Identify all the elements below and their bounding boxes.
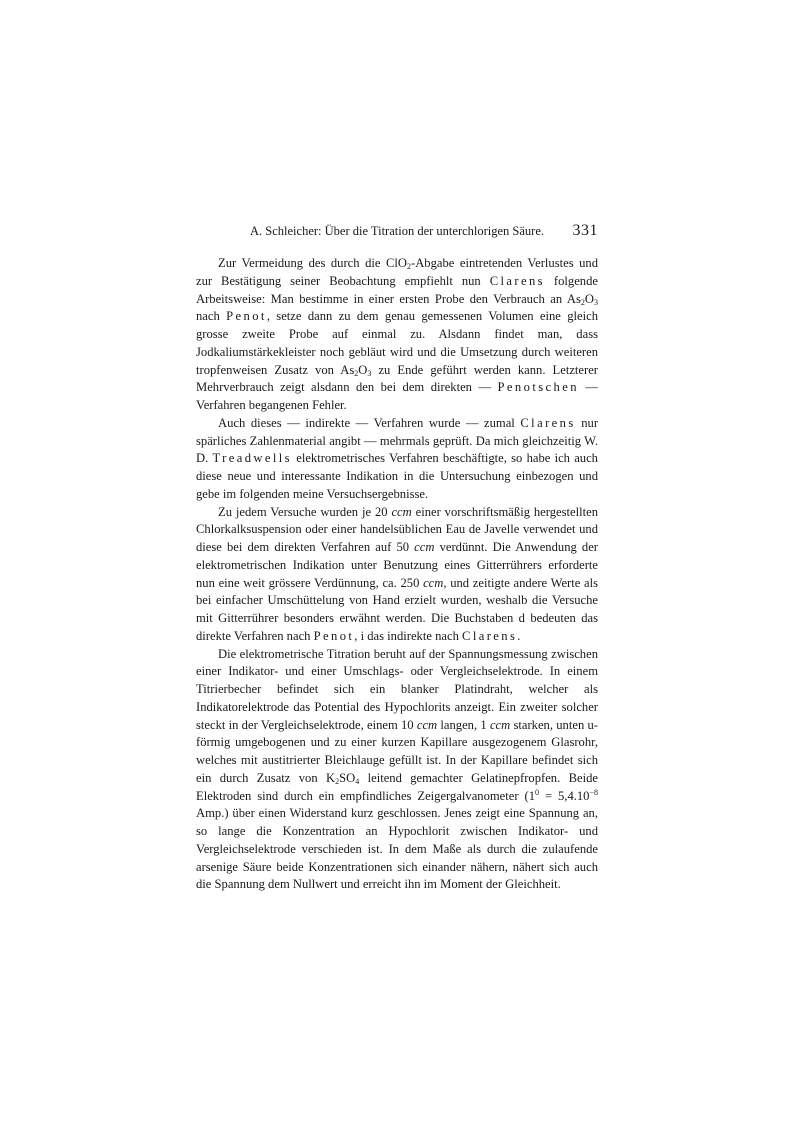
text-run: SO (339, 770, 356, 785)
text-run: elektrometrisches Verfahren beschäftigte, so habe ich auch diese neue und interessante Indikation in die Untersuchung einbezogen und gebe im folgenden meine Versuchsergebnisse. (196, 451, 598, 501)
text-run: folgende Arbeitsweise: Man bestimme in einer ersten Probe den Verbrauch an As (196, 273, 598, 306)
text-run: starken, unten u-förmig umgebogenen und zu einer kurzen Kapillare ausgezogenem Glasrohr, welches mit austitrierter Bleichlauge gefüllt ist. In der Kapillare befindet sich ein durch Zusatz von K (196, 717, 598, 785)
text-run: , setze dann zu dem genau gemessenen Volumen eine gleich grosse zweite Probe auf einmal zu. Alsdann findet man, dass Jodkaliumstärkekleister noch gebläut wird und die Umsetzung durch weiteren tropfenweisen Zusatz von As (196, 309, 598, 377)
text-run: , i das indirekte nach (354, 628, 463, 643)
page-number: 331 (572, 222, 598, 239)
unit: ccm (414, 540, 435, 554)
author-name: Clarens (462, 628, 518, 643)
text-run: O (358, 362, 368, 377)
unit: ccm (416, 717, 438, 732)
running-header (250, 222, 598, 240)
text-run: leitend gemachter Gelatinepfropfen. Beide Elektroden sind durch ein empfindliches Zeigergalvanometer (1 (196, 770, 598, 803)
text-run: Zu jedem Versuche wurden je 20 (218, 504, 392, 519)
text-run: Die elektrometrische Titration beruht auf der Spannungsmessung zwischen einer Indikator- und einer Umschlags- oder Vergleichselektrode. In einem Titrierbecher befindet sich ein blanker Platindraht, welcher als Indikatorelektrode das Potential des Hypochlorits anzeigt. Ein zweiter solcher steckt in der Vergleichselektrode, einem 10 (196, 646, 598, 732)
paragraph-1 (196, 255, 598, 415)
superscript: −8 (589, 787, 598, 797)
subscript: 4 (355, 776, 360, 786)
unit: ccm (423, 575, 444, 590)
body-text (196, 255, 598, 894)
text-run: zu Ende geführt werden kann. Letzterer Mehrverbrauch zeigt alsdann den bei dem direkten — (196, 362, 598, 395)
author-name: Clarens (520, 415, 576, 430)
paragraph-4 (196, 646, 598, 895)
text-run: langen, 1 (437, 717, 490, 732)
text-run: -Abgabe eintretenden Verlustes und zur Bestätigung seiner Beobachtung empfiehlt nun (196, 256, 599, 288)
text-run: — Verfahren begangenen Fehler. (196, 380, 598, 412)
subscript: 2 (580, 297, 585, 307)
unit: ccm (489, 717, 511, 732)
text-run: nach (196, 309, 227, 324)
subscript: 3 (594, 297, 598, 307)
text-run: nur spärliches Zahlenmaterial angibt — mehrmals geprüft. Da mich gleichzeitig W. D. (196, 415, 599, 466)
subscript: 2 (335, 776, 340, 786)
subscript: 2 (354, 368, 359, 378)
paragraph-2 (196, 415, 598, 504)
author-name: Clarens (489, 273, 545, 288)
text-run: einer vorschriftsmäßig hergestellten Chlorkalksuspension oder einer handelsüblichen Eau de Javelle verwendet und diese bei dem direkten Verfahren auf 50 (196, 504, 598, 554)
text-run: . (517, 628, 521, 643)
text-run: = 5,4.10 (539, 788, 590, 803)
text-run: verdünnt. Die Anwendung der elektrometrischen Indikation unter Benutzung eines Gitterrührers erforderte nun eine weit grössere Verdünnung, ca. 250 (196, 540, 598, 590)
unit: ccm (391, 504, 412, 519)
text-run: , und zeitigte andere Werte als bei einfacher Umschüttelung von Hand erzielt wurden, weshalb die Versuche mit Gitterrührer besonders erwähnt werden. Die Buchstaben d bedeuten das direkte Verfahren nach (196, 575, 598, 643)
superscript: 0 (535, 787, 539, 797)
text-run: Zur Vermeidung des durch die ClO (218, 256, 407, 270)
subscript: 3 (367, 368, 372, 378)
text-run: Amp.) über einen Widerstand kurz geschlossen. Jenes zeigt eine Spannung an, so lange die Konzentration an Hypochlorit zwischen Indikator- und Vergleichselektrode verschieden ist. In dem Maße als durch die zulaufende arsenige Säure beide Konzentrationen sich einander nähern, nähert sich auch die Spannung dem Nullwert und erreicht ihn im Moment der Gleichheit. (196, 806, 598, 892)
author-name: Penot (313, 628, 355, 643)
author-name: Penot (226, 309, 267, 324)
text-run: Auch dieses — indirekte — Verfahren wurde — zumal (218, 415, 521, 430)
text-run: O (584, 291, 594, 306)
running-title: A. Schleicher: Über die Titration der unterchlorigen Säure. (250, 224, 545, 238)
author-name: Treadwells (212, 451, 292, 466)
author-name: Penotschen (497, 380, 579, 395)
subscript: 2 (407, 262, 411, 271)
paragraph-3 (196, 504, 598, 646)
